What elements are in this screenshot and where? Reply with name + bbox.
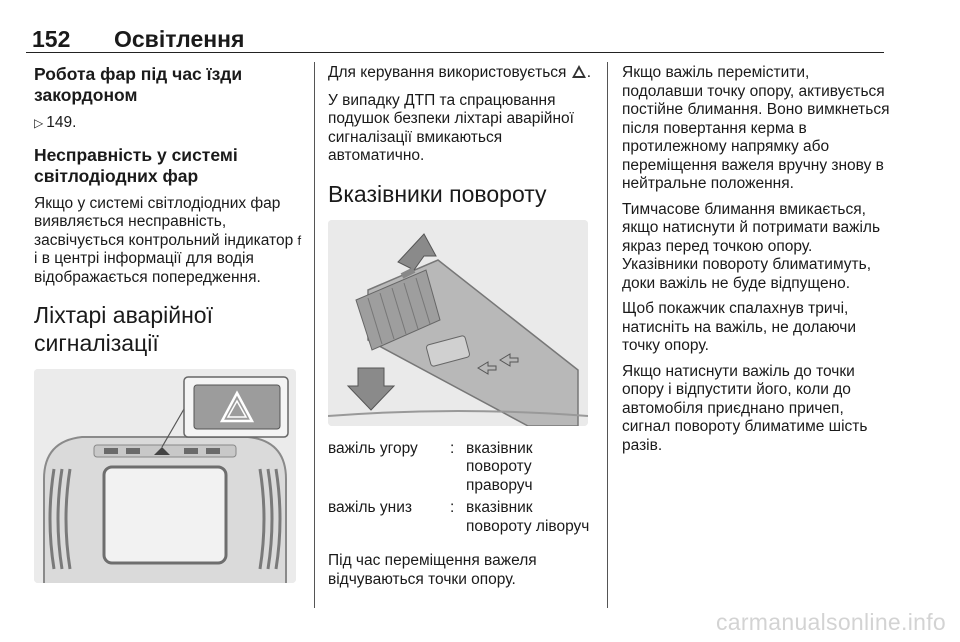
dashboard-hazard-illustration (34, 369, 296, 583)
permanent-flash-paragraph: Якщо важіль перемістити, подолавши точку опору, активується постійне блимання. Воно вимкнеться після повертання керма в протилежному напрямку або переміщення важеля вручну знову в нейтральне положення. (622, 64, 890, 192)
key-definition: вказівник повороту праворуч (466, 439, 533, 494)
hazard-warning-icon (571, 64, 587, 85)
reference-arrow-icon: ▷ (34, 116, 44, 130)
column-2 (328, 64, 594, 596)
lever-key-table (328, 440, 594, 541)
auto-activation-paragraph: У випадку ДТП та спрацювання подушок безпеки ліхтарі аварійної сигналізації вмикаються автоматично. (328, 91, 574, 164)
indicator-lamp-icon: f (297, 232, 302, 248)
led-fault-paragraph (34, 195, 302, 288)
subheading-led-fault: Несправність у системі світлодіодних фар (34, 144, 238, 186)
key-separator: : (450, 499, 455, 516)
subheading-abroad: Робота фар під час їзди закордоном (34, 64, 243, 105)
column-divider-2 (607, 62, 608, 608)
key-definition: вказівник повороту ліворуч (466, 499, 590, 535)
reference-page: 149. (46, 114, 77, 131)
trailer-flash-paragraph: Якщо натиснути важіль до точки опору і відпустити його, коли до автомобіля приєднано причеп, сигнал повороту блиматиме шість разів. (622, 362, 868, 454)
hazard-control-text: Для керування використовується (328, 64, 567, 81)
led-fault-text-before: Якщо у системі світлодіодних фар виявляється несправність, засвічується контрольний індикатор (34, 194, 294, 249)
led-fault-text-after: і в центрі інформації для водія відображається попередження. (34, 250, 261, 286)
column-3 (622, 64, 890, 462)
section-title-hazard-lights: Ліхтарі аварійної сигналізації (34, 302, 213, 356)
key-term: важіль униз (328, 499, 412, 516)
key-row-up (328, 440, 594, 500)
three-flash-paragraph: Щоб покажчик спалахнув тричі, натисніть на важіль, не долаючи точку опору. (622, 300, 857, 354)
header-divider (26, 52, 884, 53)
cross-reference (34, 114, 302, 133)
section-title-turn-signals: Вказівники повороту (328, 180, 547, 207)
chapter-title: Освітлення (114, 26, 245, 52)
key-term: важіль угору (328, 439, 418, 457)
key-separator: : (450, 439, 455, 457)
hazard-control-paragraph: Для керування використовується . (328, 64, 594, 85)
turn-signal-lever-illustration (328, 220, 588, 426)
watermark: carmanualsonline.info (715, 609, 946, 635)
key-row-down (328, 499, 594, 540)
detent-paragraph: Під час переміщення важеля відчуваються точки опору. (328, 552, 537, 588)
page-number: 152 (32, 26, 71, 52)
column-1 (34, 64, 302, 583)
temporary-flash-paragraph: Тимчасове блимання вмикається, якщо натиснути й потримати важіль якраз перед точкою опору. Указівники повороту блиматимуть, доки важіль не буде відпущено. (622, 200, 881, 292)
column-divider-1 (314, 62, 315, 608)
